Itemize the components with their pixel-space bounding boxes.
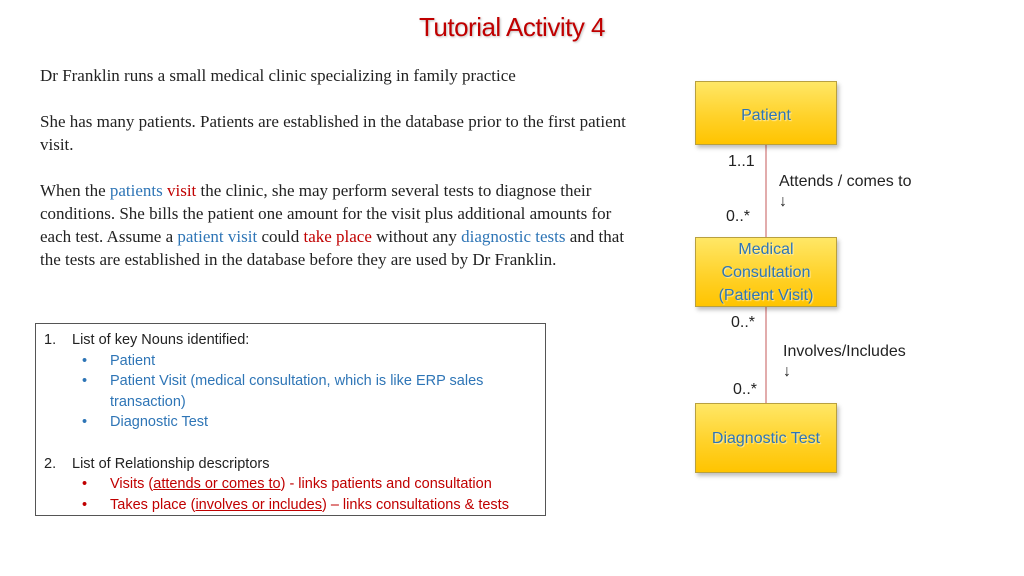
section-nouns-heading xyxy=(44,330,537,351)
slide-title: Tutorial Activity 4 xyxy=(418,12,606,42)
relationship-item-visits xyxy=(82,474,537,495)
section-number: 1. xyxy=(44,332,57,348)
rel-text: Visits ( xyxy=(110,476,154,492)
entity-label-line: (Patient Visit) xyxy=(718,286,814,304)
section-relationships-heading xyxy=(44,454,537,475)
entity-label-line: Medical xyxy=(738,240,794,258)
keyword-diagnostic-tests: diagnostic tests xyxy=(461,227,566,246)
story-paragraph-3 xyxy=(40,179,640,271)
story-text: and that the tests are established in the database before they are used by Dr Franklin. xyxy=(40,227,625,269)
entity-label: Diagnostic Test xyxy=(711,429,821,447)
story-text: could xyxy=(257,227,304,246)
relationship-label-attends xyxy=(779,172,912,212)
entity-label xyxy=(719,238,814,307)
noun-item-patient-visit: • Patient Visit (medical consultation, which is like ERP sales transaction) xyxy=(82,371,537,412)
noun-item-patient: • Patient xyxy=(82,351,537,372)
down-arrow-icon: ↓ xyxy=(779,193,787,210)
rel-keyword: attends or comes to xyxy=(153,476,281,492)
rel-text: ) - links patients and consultation xyxy=(280,476,492,492)
cardinality-consultation-lower: 0..* xyxy=(731,314,756,331)
entity-medical-consultation[interactable] xyxy=(695,237,837,307)
cardinality-patient: 1..1 xyxy=(728,153,755,170)
story-text: When the xyxy=(40,181,110,200)
keyword-patients: patients xyxy=(109,181,163,200)
section-number: 2. xyxy=(44,455,57,472)
cardinality-consultation-upper: 0..* xyxy=(726,208,751,225)
keyword-patient-visit: patient visit xyxy=(177,227,258,246)
relationship-item-takes-place xyxy=(82,495,537,516)
keyword-visit: visit xyxy=(167,181,197,200)
entity-label-line: Consultation xyxy=(721,263,811,281)
noun-item-diagnostic-test: • Diagnostic Test xyxy=(82,412,537,433)
relationship-text: Involves/Includes xyxy=(783,343,906,360)
rel-text: ) – links consultations & tests xyxy=(321,496,509,513)
relationship-list xyxy=(44,474,537,515)
keyword-take-place: take place xyxy=(303,227,372,246)
down-arrow-icon: ↓ xyxy=(783,363,791,380)
case-description xyxy=(40,64,640,294)
rel-text: Takes place ( xyxy=(110,496,196,513)
relationship-text: Attends / comes to xyxy=(779,173,912,190)
entity-diagnostic-test[interactable] xyxy=(695,403,837,473)
section-heading: List of key Nouns identified: xyxy=(72,332,250,348)
cardinality-diagnostic: 0..* xyxy=(733,381,758,398)
entity-patient[interactable] xyxy=(695,81,837,145)
relationship-label-involves xyxy=(783,342,906,382)
story-text: the clinic, she may perform several tests to diagnose their conditions. She bills the patient one amount for the visit plus additional amounts for each test. Assume a xyxy=(40,181,612,246)
story-paragraph-2: She has many patients. Patients are established in the database prior to the first patient visit. xyxy=(40,112,626,154)
entity-label: Patient xyxy=(741,107,791,124)
analysis-notes-box xyxy=(35,323,546,516)
rel-keyword: involves or includes xyxy=(195,496,322,513)
story-text: without any xyxy=(371,227,462,246)
section-heading: List of Relationship descriptors xyxy=(72,455,270,472)
story-paragraph-1: Dr Franklin runs a small medical clinic specializing in family practice xyxy=(40,66,516,85)
noun-list xyxy=(44,351,537,433)
